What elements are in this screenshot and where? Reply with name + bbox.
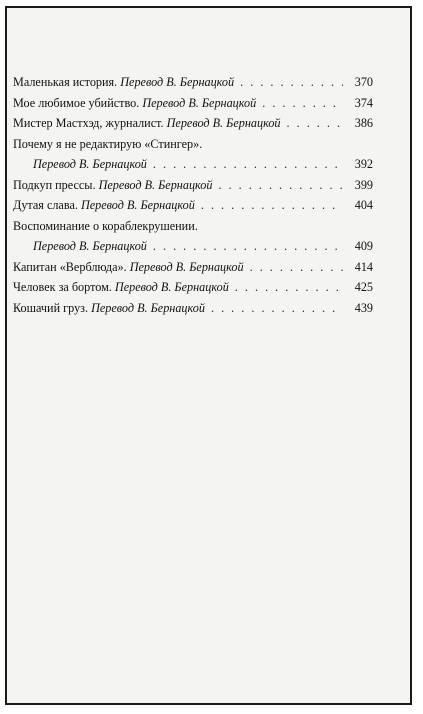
entry-translator: Перевод В. Бернацкой <box>114 280 229 294</box>
entry-title: Дутая слава. <box>13 198 78 212</box>
entry-page: 439 <box>354 300 373 315</box>
entry-page: 414 <box>354 259 373 274</box>
entry-title: Почему я не редактирую «Стингер». <box>13 136 203 151</box>
dot-leader <box>211 298 343 319</box>
entry-page: 392 <box>354 157 373 171</box>
dot-leader <box>262 93 343 114</box>
dot-leader <box>153 236 343 257</box>
toc-entry-heading <box>13 216 373 237</box>
entry-title: Маленькая история. <box>13 75 118 89</box>
entry-translator: Перевод В. Бернацкой <box>80 198 195 212</box>
toc-entry <box>13 277 373 298</box>
entry-page: 404 <box>354 198 373 212</box>
entry-page: 399 <box>354 177 373 192</box>
entry-page: 370 <box>354 75 373 89</box>
entry-title: Кошачий груз. <box>13 300 89 315</box>
entry-translator: Перевод В. Бернацкой <box>33 157 147 171</box>
entry-title: Подкуп прессы. <box>13 177 96 192</box>
table-of-contents <box>13 72 373 318</box>
toc-entry <box>13 298 373 319</box>
entry-translator: Перевод В. Бернацкой <box>120 75 235 89</box>
entry-translator: Перевод В. Бернацкой <box>33 239 147 253</box>
entry-translator: Перевод В. Бернацкой <box>166 116 281 130</box>
page-frame <box>5 6 412 705</box>
entry-title: Мистер Мастхэд, журналист. <box>13 116 164 130</box>
entry-page: 386 <box>354 116 373 130</box>
dot-leader <box>153 154 343 175</box>
dot-leader <box>240 72 343 93</box>
entry-page: 425 <box>354 280 373 294</box>
entry-translator: Перевод В. Бернацкой <box>98 177 213 192</box>
toc-entry <box>13 257 373 278</box>
entry-translator: Перевод В. Бернацкой <box>129 259 244 274</box>
toc-entry <box>13 72 373 93</box>
toc-entry-continuation <box>13 154 373 175</box>
dot-leader <box>235 277 343 298</box>
toc-entry <box>13 175 373 196</box>
toc-entry <box>13 195 373 216</box>
toc-entry <box>13 113 373 134</box>
entry-title: Капитан «Верблюда». <box>13 259 127 274</box>
entry-page: 409 <box>354 239 373 253</box>
toc-entry <box>13 93 373 114</box>
dot-leader <box>218 175 343 196</box>
dot-leader <box>250 257 343 278</box>
dot-leader <box>287 113 343 134</box>
toc-entry-continuation <box>13 236 373 257</box>
toc-entry-heading <box>13 134 373 155</box>
entry-translator: Перевод В. Бернацкой <box>142 95 257 110</box>
entry-translator: Перевод В. Бернацкой <box>91 300 205 315</box>
dot-leader <box>201 195 343 216</box>
entry-page: 374 <box>354 95 373 110</box>
entry-title: Воспоминание о кораблекрушении. <box>13 218 198 233</box>
entry-title: Человек за бортом. <box>13 280 112 294</box>
entry-title: Мое любимое убийство. <box>13 95 140 110</box>
